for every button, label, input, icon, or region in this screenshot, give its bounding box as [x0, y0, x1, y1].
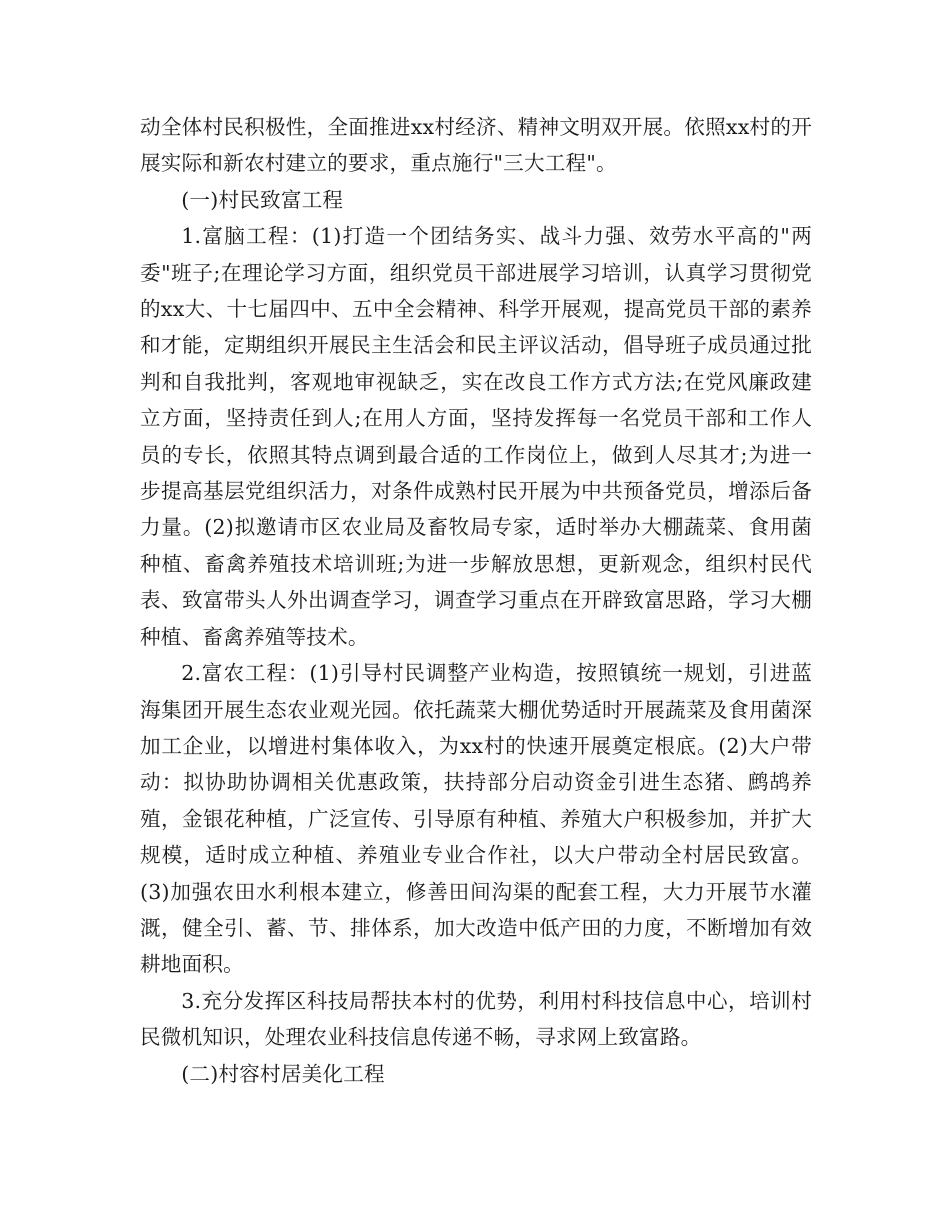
paragraph-farmer-project: 2.富农工程：(1)引导村民调整产业构造，按照镇统一规划，引进蓝海集团开展生态农业观光园。依托蔬菜大棚优势适时开展蔬菜及食用菌深加工企业，以增进村集体收入，为xx村的快速开展奠定根底。(2)大户带动：拟协助协调相关优惠政策，扶持部分启动资金引进生态猪、鹧鸪养殖，金银花种植，广泛宣传、引导原有种植、养殖大户积极参加，并扩大规模，适时成立种植、养殖业专业合作社，以大户带动全村居民致富。(3)加强农田水利根本建立，修善田间沟渠的配套工程，大力开展节水灌溉，健全引、蓄、节、排体系，加大改造中低产田的力度，不断增加有效耕地面积。 — [140, 661, 812, 977]
paragraph-brain-project: 1.富脑工程：(1)打造一个团结务实、战斗力强、效劳水平高的"两委"班子;在理论学习方面，组织党员干部进展学习培训，认真学习贯彻党的xx大、十七届四中、五中全会精神、科学开展观，提高党员干部的素养和才能，定期组织开展民主生活会和民主评议活动，倡导班子成员通过批判和自我批判，客观地审视缺乏，实在改良工作方式方法;在党风廉政建立方面，坚持责任到人;在用人方面，坚持发挥每一名党员干部和工作人员的专长，依照其特点调到最合适的工作岗位上，做到人尽其才;为进一步提高基层党组织活力，对条件成熟村民开展为中共预备党员，增添后备力量。(2)拟邀请市区农业局及畜牧局专家，适时举办大棚蔬菜、食用菌种植、畜禽养殖技术培训班;为进一步解放思想，更新观念，组织村民代表、致富带头人外出调查学习，调查学习重点在开辟致富思路，学习大棚种植、畜禽养殖等技术。 — [140, 224, 812, 649]
paragraph-technology-support: 3.充分发挥区科技局帮扶本村的优势，利用村科技信息中心，培训村民微机知识，处理农业科技信息传递不畅，寻求网上致富路。 — [140, 988, 812, 1050]
section-heading-villager-prosperity: (一)村民致富工程 — [181, 187, 344, 212]
document-body — [140, 109, 812, 1092]
paragraph-intro: 动全体村民积极性，全面推进xx村经济、精神文明双开展。依照xx村的开展实际和新农村建立的要求，重点施行"三大工程"。 — [140, 115, 812, 176]
section-heading-village-beautification: (二)村容村居美化工程 — [181, 1061, 385, 1086]
